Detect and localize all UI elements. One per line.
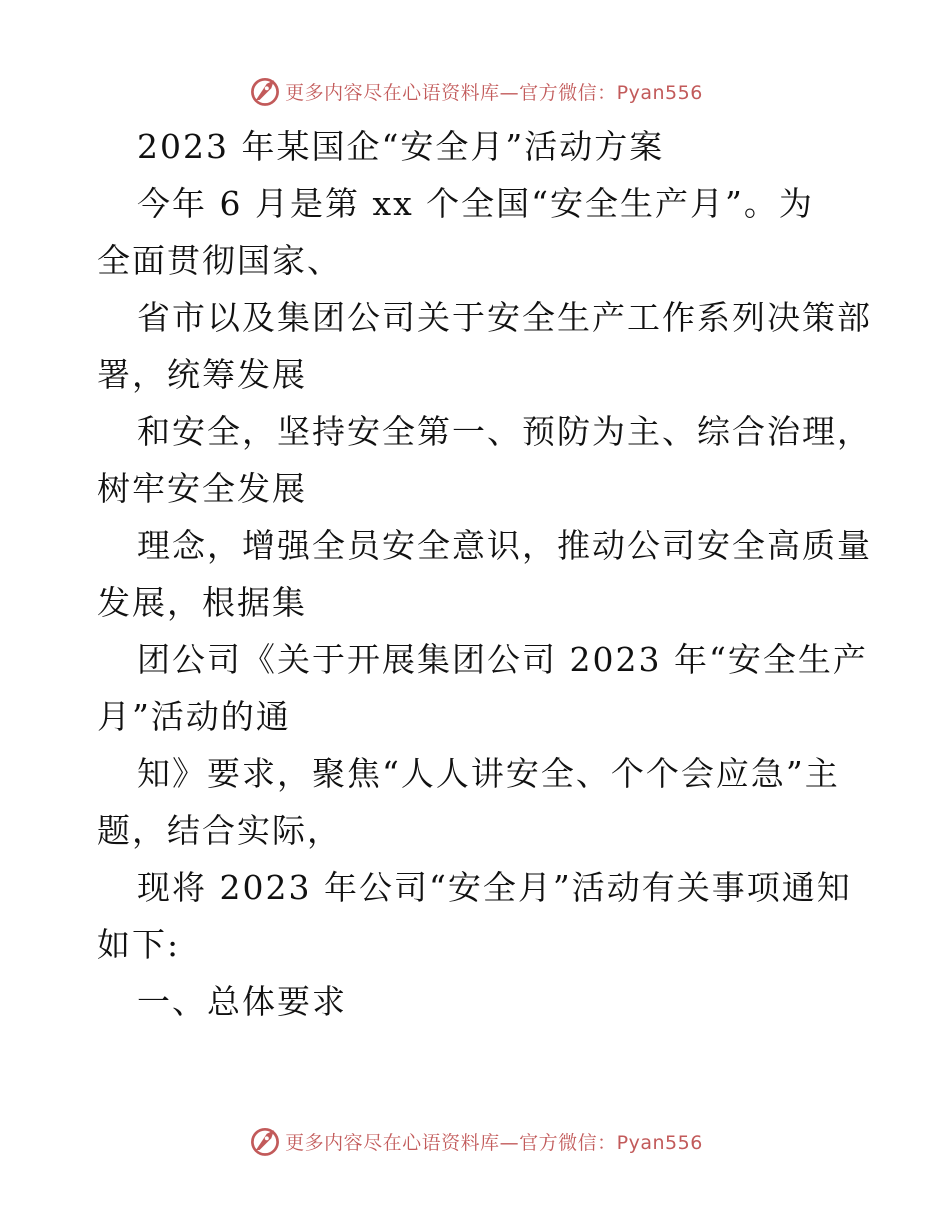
watermark-text: 更多内容尽在心语资料库—官方微信：Pyan556 bbox=[285, 81, 703, 104]
section-heading: 一、总体要求 bbox=[137, 982, 347, 1021]
paragraph-line: 今年 6 月是第 xx 个全国“安全生产月”。为 bbox=[137, 184, 814, 223]
paragraph-line: 树牢安全发展 bbox=[97, 469, 307, 508]
document-body bbox=[97, 118, 872, 1030]
watermark-text: 更多内容尽在心语资料库—官方微信：Pyan556 bbox=[285, 1131, 703, 1154]
paragraph-line: 省市以及集团公司关于安全生产工作系列决策部 bbox=[137, 298, 872, 337]
document-title: 2023 年某国企“安全月”活动方案 bbox=[137, 127, 665, 166]
paragraph-line: 发展，根据集 bbox=[97, 583, 307, 622]
paragraph-line: 月”活动的通 bbox=[97, 697, 291, 736]
paragraph-line: 如下: bbox=[97, 925, 181, 964]
paragraph-line: 团公司《关于开展集团公司 2023 年“安全生产 bbox=[137, 640, 868, 679]
paragraph-line: 署，统筹发展 bbox=[97, 355, 307, 394]
paragraph-line: 和安全，坚持安全第一、预防为主、综合治理， bbox=[137, 412, 872, 451]
header-watermark bbox=[0, 71, 950, 111]
paragraph-line: 全面贯彻国家、 bbox=[97, 241, 342, 280]
footer-watermark bbox=[0, 1121, 950, 1161]
paragraph-line: 题，结合实际， bbox=[97, 811, 342, 850]
paragraph-line: 知》要求，聚焦“人人讲安全、个个会应急”主 bbox=[137, 754, 840, 793]
pen-nib-logo-icon bbox=[247, 73, 283, 109]
paragraph-line: 理念，增强全员安全意识，推动公司安全高质量 bbox=[137, 526, 872, 565]
paragraph-line: 现将 2023 年公司“安全月”活动有关事项通知 bbox=[137, 868, 852, 907]
pen-nib-logo-icon bbox=[247, 1123, 283, 1159]
